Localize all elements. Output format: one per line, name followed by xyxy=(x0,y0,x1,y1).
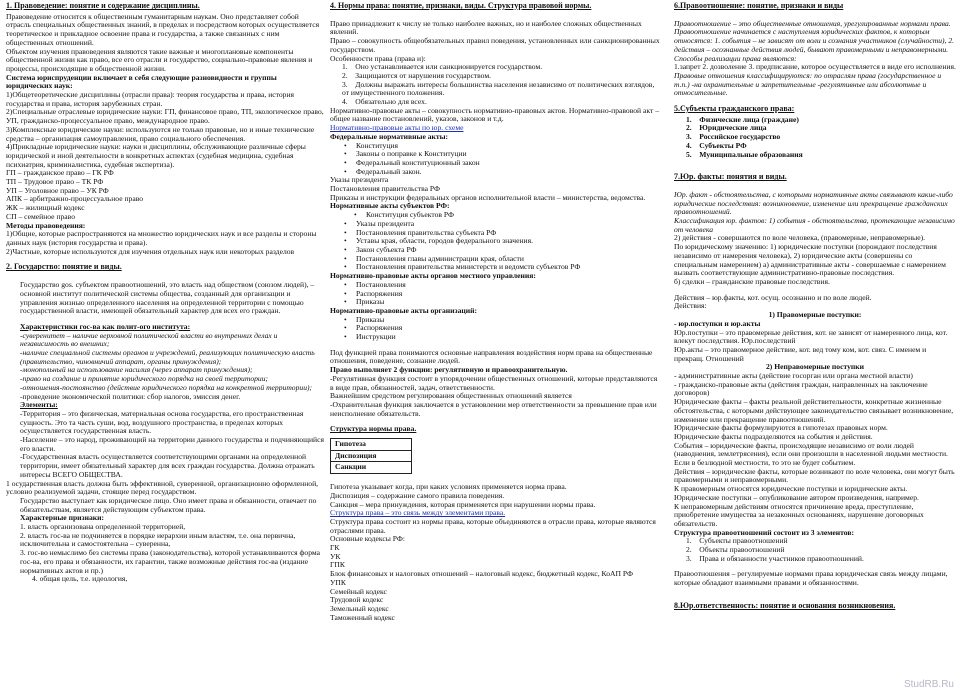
s7-line: Юр.акты – это правомерное действие, кот. вед тому ком, кот. связ. С именем и прекращ. Отношений xyxy=(674,344,927,363)
s2-feature: -монопольный на использование насилия (через аппарат принуждения); xyxy=(20,365,253,375)
section-4-title: 4. Нормы права: понятие, признаки, виды. Структура правовой нормы. xyxy=(330,2,592,10)
structure-table xyxy=(330,438,412,474)
s4-paragraph: -Регулятивная функция состоит в упорядочении общественных отношений, которые представляются в виде прав, обязанностей, задач, ответственности. xyxy=(330,373,658,392)
s2-feature: -отношения-постоянство (действие юридического порядка на конкретной территории); xyxy=(20,382,313,392)
list-item: • Указы президента xyxy=(330,220,660,229)
column-middle xyxy=(330,2,660,690)
list-item: • Уставы края, области, городов федерального значения. xyxy=(330,237,660,246)
s2-paragraph: Государство gos. субъектом правоотношений, это власть над обществом (союзом людей), – основной институт политической системы общества, созданный для организации и управления жизнью определенного населения на определенной территории с помощью государственной власти, имеющей обязательный характер для всех его граждан. xyxy=(20,280,315,316)
list-item: • Постановления xyxy=(330,281,660,290)
s1-paragraph: Система юриспруденции включает в себя следующие разновидности и группы юридических наук: xyxy=(6,72,277,91)
s2-feature: -наличие специальной системы органов и учреждений, реализующих политическую власть (правительство, чиновничий аппарат, органы принуждения); xyxy=(20,348,315,366)
list-item: 4. Субъекты РФ xyxy=(686,140,747,150)
s7-paragraph: Классификация юр. фактов: 1) события - обстоятельства, протекающие независимо от человека xyxy=(674,216,955,234)
list-item: • Закон субъекта РФ xyxy=(330,246,660,255)
s7-paragraph: По юридическому значению: 1) юридические поступки (порождают последствия независимо от намерения человека), 2) юридические акты (совершены со специальным намерением) а) административные акты - совершаемые с намерением вызвать соответствующие административно-правовые последствия. xyxy=(674,242,946,278)
section-7-title: 7.Юр. факты: понятия и виды. xyxy=(674,172,787,182)
s4-link[interactable]: Нормативно-правовые акты по юр. схеме xyxy=(330,123,464,133)
section-1-title: 1. Правоведение: понятие и содержание дисциплины. xyxy=(6,2,200,10)
s4-paragraph: Под функцией права понимаются основные направления воздействия норм права на общественные отношения, поведение, сознание людей. xyxy=(330,347,653,366)
s7-paragraph: Юридические поступки – опубликование автором произведения, например. xyxy=(674,492,919,502)
s7-paragraph: Действия – юр.факты, кот. осущ. осознанно и по воле людей. xyxy=(674,292,872,302)
code-item: ГПК xyxy=(330,560,345,570)
list-item: • Приказы xyxy=(330,298,660,307)
s7-paragraph: К правомерным относятся юридические поступки и юридические акты. xyxy=(674,484,908,494)
section-5-title: 5.Субъекты гражданского права: xyxy=(674,104,795,114)
s4-link[interactable]: Структура права – это связь между элементами права. xyxy=(330,508,506,518)
s7-paragraph: События – юридические факты, происходящие независимо от воли людей (наводнения, землетрясения), если они произошли в населенной людьми местности. Если в безлюдной местности, то это не будет событием. xyxy=(674,440,948,468)
list-item: • Конституция субъектов РФ xyxy=(330,211,660,220)
list-item: • Постановления правительства субъекта РФ xyxy=(330,229,660,238)
s7-paragraph: б) сделки – гражданские правовые последствия. xyxy=(674,276,830,286)
s7-paragraph: Действия: xyxy=(674,301,707,311)
list-item: • Приказы xyxy=(330,316,660,325)
list-item: • Постановления главы администрации края, области xyxy=(330,255,660,264)
s4-paragraph: Нормативно-правовые акты – совокупность нормативно-правовых актов. Нормативно-правовой акт – общее название постановлений, указов, законов и т.д. xyxy=(330,105,659,124)
section-8-title: 8.Юр.ответственность: понятие и основания возникновения. xyxy=(674,600,896,610)
s4-paragraph: Важнейшим средством регулирования общественных отношений является xyxy=(330,391,572,401)
s2-feature: -право на создание и принятие юридического порядка на своей территории; xyxy=(20,374,269,384)
s7-subheading: 2) Неправомерные поступки xyxy=(765,362,865,372)
section-6-title: 6.Правоотношение: понятие, признаки и виды xyxy=(674,2,844,10)
s7-paragraph: К неправомерным действиям относятся причинение вреда, преступление, приобретение имущества за незаконных основаниях, нарушение договорных обязательств. xyxy=(674,501,924,528)
s1-list-item: 3)Комплексные юридические науки: используются не только правовые, но и иные технические средства – организация самоуправления, право социального обеспечения. xyxy=(6,124,315,143)
s6-paragraph: Правовые отношения классифицируются: по отраслям права (государственное и т.п.) -на охранительные и запретительные -регулятивные или абсолютные и относительные. xyxy=(674,70,942,98)
s4-feature: 1. Оно устанавливается или санкционируется государством. xyxy=(342,62,543,72)
list-item: • Законы о поправке к Конституции xyxy=(330,150,660,159)
s4-paragraph: Право принадлежит к числу не только наиболее важных, но и наиболее сложных общественных явлений. xyxy=(330,18,642,37)
s1-method: 2)Частные, которые используются для изучения отдельных наук или некоторых разделов xyxy=(6,246,295,256)
s1-abbr: УП – Уголовное право – УК РФ xyxy=(6,185,109,195)
s1-abbr: СП – семейное право xyxy=(6,211,76,221)
code-item: ГК xyxy=(330,543,340,553)
list-item: • Распоряжения xyxy=(330,324,660,333)
list-item: 2. Юридические лица xyxy=(686,123,767,133)
list-item: 3. Права и обязанности участников правоотношений. xyxy=(686,553,864,563)
s6-paragraph: 1.запрет 2. дозволение 3. предписание, которое осуществляется в виде его исполнения. xyxy=(674,62,956,72)
s4-paragraph: Право – совокупность общеобязательных правил поведения, установленных или санкционированных государством. xyxy=(330,36,660,54)
s1-abbr: ТП – Трудовое право – ТК РФ xyxy=(6,177,104,187)
s1-paragraph: Правоведение относится к общественным гуманитарным наукам. Оно представляет собой отрасль специальных общественных знаний, в пределах и посредством которых осуществляется теоретическое и прикладное освоение права и государства, а также связанных с ним общественных отношений. xyxy=(6,11,320,47)
s7-subheading: 1) Правомерные поступки: xyxy=(768,310,862,320)
structure-cell: Диспозиция xyxy=(331,450,412,462)
s4-feature: 2. Защищаются от нарушения государством. xyxy=(342,70,492,80)
s7-line: - административные акты (действие госорган или органа местной власти) xyxy=(674,371,913,381)
s1-paragraph: Объектом изучения правоведения являются такие важные и многоплановые компоненты общественной жизни как право, все его отрасли и государство, социально-правовые явления и процессы, происходящие в общественной жизни. xyxy=(6,46,313,73)
structure-cell: Санкции xyxy=(331,462,412,474)
s2-char: 2. власть гос-ва не подчиняется в порядке иерархии иным властям, т.е. она первична, исключительна и самостоятельна – суверенна, xyxy=(20,530,296,549)
list-item: 1. Субъекты правоотношений xyxy=(686,536,788,546)
s7-line: - гражданско-правовые акты (действия граждан, направленных на заключение договоров) xyxy=(674,379,928,398)
list-item: • Конституция xyxy=(330,142,660,151)
list-item: Приказы и инструкции федеральных органов исполнительной власти – министерства, ведомства. xyxy=(330,192,646,202)
column-left xyxy=(6,2,324,690)
s2-char-heading: Характерные признаки: xyxy=(20,513,105,523)
structure-cell: Гипотеза xyxy=(331,439,412,451)
s2-features-heading: Характеристики гос-ва как полит-ого института: xyxy=(20,321,191,331)
list-item: 1. Физические лица (граждане) xyxy=(686,114,799,124)
s2-element: -Территория – это физическая, материальная основа государства, его пространственная сущность. Это та часть суши, вод, воздушного пространства, в пределах которых осуществляется государственная власть. xyxy=(20,408,304,436)
s2-feature: -проведение экономической политики: сбор налогов, эмиссия денег. xyxy=(20,391,241,401)
s7-paragraph: Юридические факты – факты реальной действительности, конкретные жизненные обстоятельства, с которыми действующее законодательство связывает возникновение, изменение или прекращение правоотношений. xyxy=(674,397,954,424)
s2-element: -Население – это народ, проживающий на территории данного государства и подчиняющийся его власти. xyxy=(20,435,324,453)
s4-paragraph: -Охранительная функция заключается в установлении мер ответственности за превышение прав или неисполнение обязательств. xyxy=(330,399,657,418)
code-item: УК xyxy=(330,551,341,561)
s1-list-item: 4)Прикладные юридические науки: науки и дисциплины, обслуживающие различные сферы юридической и иной деятельности в конкретных аспектах (судебная медицина, судебная психиатрия, криминалистика, судебная экспертиза). xyxy=(6,142,306,169)
s2-elements-heading: Элементы: xyxy=(20,400,58,410)
code-item: Блок финансовых и налоговых отношений – налоговый кодекс, бюджетный кодекс, КоАП РФ xyxy=(330,569,633,579)
s4-paragraph: Структура права состоит из нормы права, которые объединяются в отрасли права, которые являются отраслями права. xyxy=(330,516,656,535)
list-item: • Федеральный конституционный закон xyxy=(330,159,660,168)
s1-abbr: АПК – арбитражно-процессуальное право xyxy=(6,194,144,204)
s2-element: -Государственная власть осуществляется соответствующими органами на определенной территории, имеет обязательный характер для всех граждан государства. Должна отражать интересы ВСЕГО ОБЩЕСТВА. xyxy=(20,452,315,479)
s2-paragraph: Государство выступает как юридическое лицо. Оно имеет права и обязанности, отвечает по обязательствам, является действующим субъектом права. xyxy=(20,495,317,514)
s7-struct-heading: Структура правоотношений состоит из 3 элементов: xyxy=(674,527,855,537)
s4-feature: 3. Должны выражать интересы большинства населения независимо от политических взглядов, от имущественного положения. xyxy=(342,79,655,98)
s4-codes-heading: Основные кодексы РФ: xyxy=(330,534,405,544)
code-item: Семейный кодекс xyxy=(330,586,387,596)
s4-paragraph: Право выполняет 2 функции: регулятивную и правоохранительную. xyxy=(330,365,568,375)
s1-list-item: 1)Общетеоретические дисциплины (отрасли права): теория государства и права, история государства и права, история зарубежных стран. xyxy=(6,90,295,108)
s2-char: 1. власть организована определенной территорией, xyxy=(20,522,186,532)
s7-line: - юр.поступки и юр.акты xyxy=(674,318,761,328)
s6-paragraph: Правоотношение – это общественные отношения, урегулированные нормами права. Правоотношение начинается с наступления юридических фактов, к которым относятся: 1. события – не зависят от воли и сознания участников (случайности), 2. действия – осознанные действия людей, бывают правомерными и неправомерными. Способы реализации права являются: xyxy=(674,18,955,63)
watermark: StudRB.Ru xyxy=(903,679,954,691)
list-item: • Инструкции xyxy=(330,333,660,342)
section-2-title: 2. Государство: понятие и виды. xyxy=(6,262,122,272)
s4-fed-heading: Федеральные нормативные акты: xyxy=(330,131,449,141)
s7-paragraph: Юр. факт - обстоятельства, с которыми нормативные акты связывают какие-либо юридические последствия: возникновение, изменение или прекращение гражданских правоотношений. xyxy=(674,189,953,217)
s1-methods-heading: Методы правоведения: xyxy=(6,220,86,230)
s2-char: 4. общая цель, т.е. идеология, xyxy=(32,574,128,584)
s1-list-item: 2)Специальные отраслевые юридические науки: ГП, финансовое право, ТП, экологическое право, УП, гражданско-процессуальное право, международное право. xyxy=(6,107,324,126)
list-item: • Распоряжения xyxy=(330,290,660,299)
list-item: • Постановления правительства министерств и ведомств субъектов РФ xyxy=(330,263,660,272)
s4-subj-heading: Нормативные акты субъектов РФ: xyxy=(330,201,450,211)
s4-feature: 4. Обязательно для всех. xyxy=(342,97,427,107)
s2-char: 3. гос-во немыслимо без системы права (законодательства), которой устанавливаются форма гос-ва, его права и обязанности, их гарантии, также возможные действия гос-ва (издание нормативных актов и пр.) xyxy=(20,548,321,575)
s2-feature: -суверенитет – наличие верховной политической власти во внутренних делах и независимость во внешних; xyxy=(20,330,278,349)
s1-abbr: ГП – гражданское право – ГК РФ xyxy=(6,168,114,178)
s4-local-heading: Нормативно-правовые акты органов местного управления: xyxy=(330,271,536,281)
list-item: Указы президента xyxy=(330,175,389,185)
s1-method: 1)Общие, которые распространяются на множество юридических наук и все разделы и стороны данных наук (история государства и права). xyxy=(6,229,317,247)
list-item: 2. Объекты правоотношений xyxy=(686,545,785,555)
s4-struct-heading: Структура нормы права. xyxy=(330,424,417,434)
s7-line: Юр.поступки – это правомерные действия, кот. не зависят от намеренного лица, кот. влекут последствия. Юр.последствий xyxy=(674,327,948,346)
list-item: 3. Российское государство xyxy=(686,132,781,142)
s4-features-heading: Особенности права (права и): xyxy=(330,53,426,63)
s7-paragraph: Правоотношения – регулируемые нормами права юридическая связь между лицами, которые обладают взаимными правами и обязанностями. xyxy=(674,569,948,588)
list-item: 5. Муниципальные образования xyxy=(686,149,803,159)
s7-paragraph: 2) действия - совершаются по воле человека, (правомерные, неправомерные). xyxy=(674,233,926,243)
code-item: УПК xyxy=(330,577,346,587)
column-right xyxy=(674,2,956,690)
s4-paragraph: Гипотеза указывает когда, при каких условиях применяется норма права. xyxy=(330,482,567,492)
s7-paragraph: Юридические факты формулируются в гипотезах правовых норм. xyxy=(674,423,888,433)
code-item: Таможенный кодекс xyxy=(330,612,395,622)
s1-abbr: ЖК – жилищный кодекс xyxy=(6,203,85,213)
code-item: Земельный кодекс xyxy=(330,604,389,613)
s4-paragraph: Санкция – мера принуждения, которая применяется при нарушении нормы права. xyxy=(330,499,596,509)
s2-element: 1 осударственная власть должна быть эффективной, суверенной, организационно оформленной, условно реализуемой задачи, стоящие перед государством. xyxy=(6,478,319,497)
s4-paragraph: Диспозиция – содержание самого правила поведения. xyxy=(330,490,505,500)
s4-org-heading: Нормативно-правовые акты организаций: xyxy=(330,305,478,315)
s7-paragraph: Действия – юридические факты, которые возникают по воле человека, они могут быть правомерными и неправомерными. xyxy=(674,466,955,485)
list-item: Постановления правительства РФ xyxy=(330,184,441,194)
code-item: Трудовой кодекс xyxy=(330,595,384,605)
s7-paragraph: Юридические факты подразделяются на события и действия. xyxy=(674,431,873,441)
list-item: • Федеральный закон. xyxy=(330,168,660,177)
